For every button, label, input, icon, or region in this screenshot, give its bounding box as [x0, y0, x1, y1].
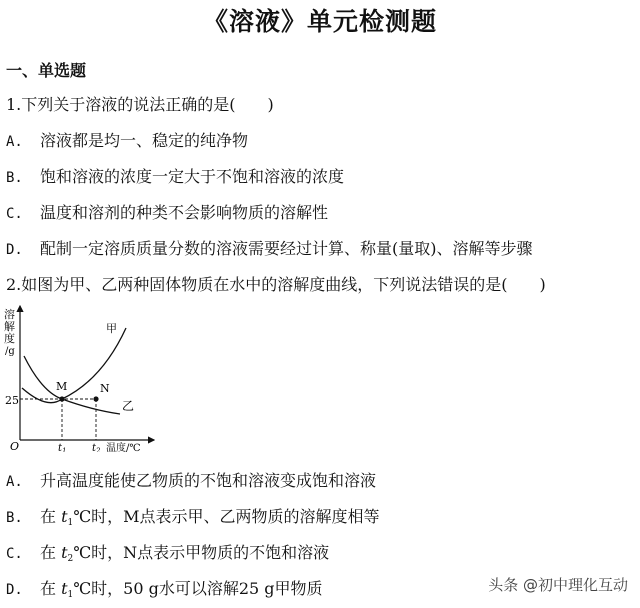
option-variable: t: [61, 579, 68, 598]
watermark: [488, 574, 628, 595]
y-axis-label: 度: [4, 332, 15, 345]
option-text: 升高温度能使乙物质的不饱和溶液变成饱和溶液: [40, 471, 377, 490]
question-1-option-b: [6, 164, 344, 187]
question-2-stem: 2.如图为甲、乙两种固体物质在水中的溶解度曲线，下列说法错误的是( ): [6, 275, 546, 294]
point-n: [93, 396, 98, 401]
option-text-pre: 在: [40, 507, 62, 526]
option-text-post: ℃时，50 g水可以溶解25 g甲物质: [73, 579, 323, 598]
option-letter: D.: [6, 582, 23, 598]
question-2-option-d: [6, 576, 323, 600]
option-text-post: ℃时，N点表示甲物质的不饱和溶液: [73, 543, 330, 562]
point-n-label: N: [100, 382, 110, 395]
option-text: 饱和溶液的浓度一定大于不饱和溶液的浓度: [40, 167, 345, 186]
option-letter: A.: [6, 474, 23, 490]
section-heading: 一、单选题: [6, 61, 87, 80]
point-m-label: M: [56, 380, 68, 393]
option-letter: B.: [6, 510, 23, 526]
option-letter: D.: [6, 242, 23, 258]
option-text-pre: 在: [40, 543, 62, 562]
y-axis-label: 溶: [4, 308, 15, 321]
question-1-stem: 1.下列关于溶液的说法正确的是( ): [6, 95, 274, 114]
option-subscript: 2: [67, 554, 74, 564]
question-2-option-b: [6, 504, 380, 528]
curve-yi-label: 乙: [122, 399, 135, 413]
option-letter: C.: [6, 546, 23, 562]
watermark-text: 头条 @初中理化互动: [488, 576, 628, 594]
x-tick-t2: $t_2$: [92, 443, 101, 452]
curve-jia-label: 甲: [106, 322, 117, 335]
option-letter: B.: [6, 170, 23, 186]
y-tick-25: 25: [5, 394, 19, 407]
y-axis-label: 解: [4, 320, 15, 333]
question-1-option-a: [6, 128, 248, 151]
point-m: [59, 396, 64, 401]
option-variable: t: [61, 507, 68, 526]
x-tick-t1: $t_1$: [58, 443, 67, 452]
option-text-post: ℃时，M点表示甲、乙两物质的溶解度相等: [73, 507, 380, 526]
question-1-option-c: [6, 200, 328, 223]
curve-jia: [22, 328, 126, 403]
option-subscript: 1: [67, 590, 74, 600]
solubility-curve-graph: [2, 300, 162, 452]
y-axis-label: /g: [5, 346, 15, 357]
option-text: 温度和溶剂的种类不会影响物质的溶解性: [40, 203, 329, 222]
question-2-option-a: [6, 468, 376, 491]
option-variable: t: [61, 543, 68, 562]
question-2-option-c: [6, 540, 329, 564]
option-letter: C.: [6, 206, 23, 222]
option-letter: A.: [6, 134, 23, 150]
option-text: 配制一定溶质质量分数的溶液需要经过计算、称量(量取)、溶解等步骤: [40, 239, 533, 258]
question-1-option-d: [6, 236, 533, 259]
origin-label: O: [10, 440, 20, 452]
option-subscript: 1: [67, 518, 74, 528]
option-text-pre: 在: [40, 579, 62, 598]
page-title: 《溶液》单元检测题: [202, 7, 437, 36]
option-text: 溶液都是均一、稳定的纯净物: [40, 131, 249, 150]
x-axis-label: 温度/℃: [106, 443, 141, 452]
